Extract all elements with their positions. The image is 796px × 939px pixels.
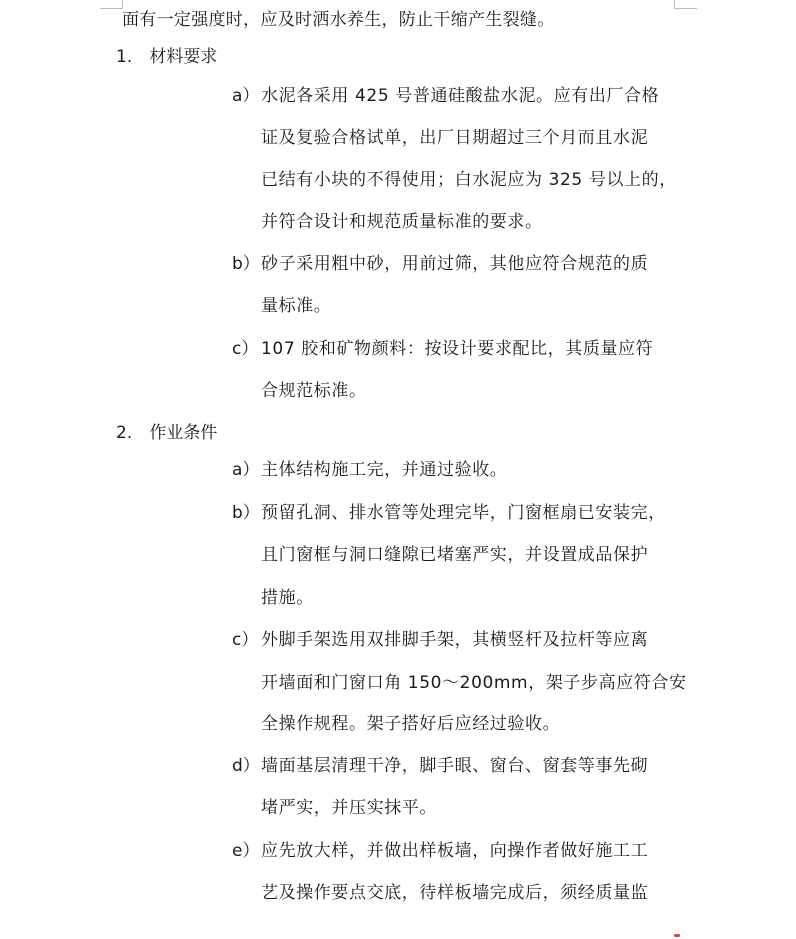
section-title: 材料要求 (149, 47, 218, 67)
list-item-label: c） (232, 630, 259, 650)
spellcheck-mark (674, 934, 680, 937)
list-item-line: 开墙面和门窗口角 150～200mm，架子步高应符合安 (261, 673, 687, 693)
list-item-line: 砂子采用粗中砂，用前过筛，其他应符合规范的质 (261, 254, 649, 274)
list-item-label: a） (232, 86, 260, 106)
lead-paragraph-line: 面有一定强度时，应及时洒水养生，防止干缩产生裂缝。 (122, 10, 555, 30)
list-item-line: 预留孔洞、排水管等处理完毕，门窗框扇已安装完， (261, 503, 666, 523)
list-item-line: 证及复验合格试单，出厂日期超过三个月而且水泥 (261, 128, 649, 148)
list-item-line: 措施。 (261, 588, 314, 608)
list-item-line: 并符合设计和规范质量标准的要求。 (261, 212, 543, 232)
list-item-label: b） (232, 254, 260, 274)
list-item-line: 107 胶和矿物颜料：按设计要求配比，其质量应符 (261, 339, 654, 359)
list-item-label: b） (232, 503, 260, 523)
list-item-line: 全操作规程。架子搭好后应经过验收。 (261, 714, 561, 734)
list-item-line: 应先放大样，并做出样板墙，向操作者做好施工工 (261, 841, 649, 861)
list-item-label: c） (232, 339, 259, 359)
section-heading-materials (116, 47, 217, 67)
list-item-line: 艺及操作要点交底，待样板墙完成后，须经质量监 (261, 883, 649, 903)
list-item-line: 量标准。 (261, 296, 332, 316)
list-item-line: 外脚手架选用双排脚手架，其横竖杆及拉杆等应离 (261, 630, 649, 650)
section-title: 作业条件 (149, 423, 218, 443)
list-item-line: 已结有小块的不得使用；白水泥应为 325 号以上的， (261, 170, 677, 190)
list-item-line: 主体结构施工完，并通过验收。 (261, 460, 508, 480)
list-item-label: a） (232, 460, 260, 480)
list-item-line: 且门窗框与洞口缝隙已堵塞严实，并设置成品保护 (261, 545, 649, 565)
section-number: 1. (116, 47, 133, 67)
list-item-line: 合规范标准。 (261, 381, 367, 401)
section-heading-working-conditions (116, 423, 217, 443)
list-item-label: d） (232, 756, 260, 776)
list-item-line: 堵严实，并压实抹平。 (261, 798, 437, 818)
section-number: 2. (116, 423, 133, 443)
page-corner-mark-right (674, 0, 697, 9)
list-item-line: 水泥各采用 425 号普通硅酸盐水泥。应有出厂合格 (261, 86, 660, 106)
page-corner-mark-left (100, 0, 123, 9)
list-item-line: 墙面基层清理干净，脚手眼、窗台、窗套等事先砌 (261, 756, 649, 776)
list-item-label: e） (232, 841, 260, 861)
